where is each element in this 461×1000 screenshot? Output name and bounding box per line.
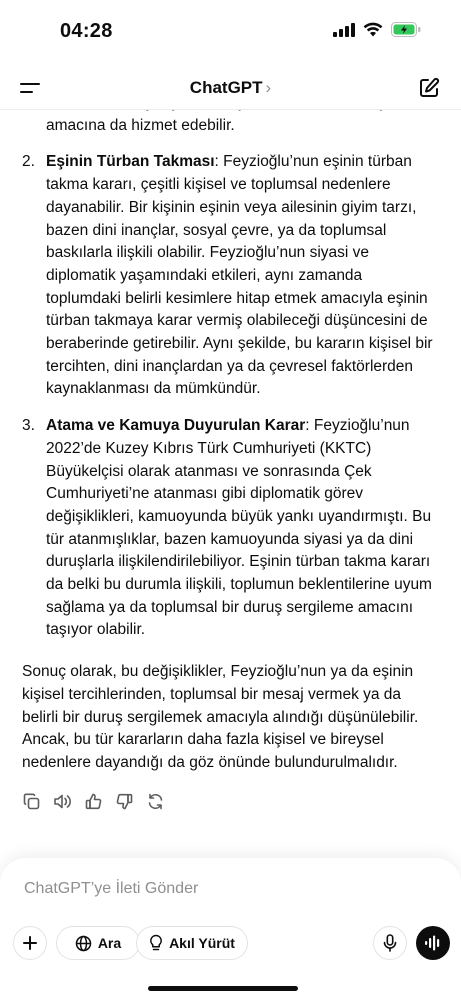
microphone-icon xyxy=(383,934,397,952)
thumbs-up-icon xyxy=(85,793,102,810)
list-text: : Feyzioğlu’nun 2022’de Kuzey Kıbrıs Türk Cumhuriyeti (KKTC) Büyükelçisi olarak atanması ve sonrasında Çek Cumhuriyeti’ne atanması gibi diplomatik görev değişiklikleri, kamuoyunda büyük yankı uyandırmıştı. Bu tür atanmışlıklar, bazen kamuoyunda siyasi ya da dini duruşlarla ilişkilendirilebiliyor. Eşinin türban takma kararı da belki bu durumla ilişkili, toplumun beklentilerine uyum sağlama ya da toplumsal bir duruş sergileme amacını taşıyor olabilir. xyxy=(46,417,432,639)
nav-bar xyxy=(0,66,461,110)
new-chat-button[interactable] xyxy=(417,76,441,100)
list-heading: Atama ve Kamuya Duyurulan Karar xyxy=(46,417,306,435)
globe-icon xyxy=(75,935,92,952)
composer-tools xyxy=(13,926,449,960)
list-number: 2. xyxy=(22,153,35,171)
plus-icon xyxy=(22,935,38,951)
regenerate-button[interactable] xyxy=(146,793,164,811)
battery-charging-icon xyxy=(391,22,421,42)
assistant-message xyxy=(0,92,461,811)
thumbs-down-icon xyxy=(116,793,133,810)
composer xyxy=(0,858,461,1000)
list-number: 3. xyxy=(22,417,35,435)
cellular-signal-icon xyxy=(333,23,355,42)
thumbs-down-button[interactable] xyxy=(115,793,133,811)
regenerate-icon xyxy=(147,793,164,810)
nav-title: ChatGPT xyxy=(189,78,263,97)
reason-label: Akıl Yürüt xyxy=(169,935,235,951)
chevron-right-icon: › xyxy=(265,78,272,97)
copy-button[interactable] xyxy=(22,793,40,811)
read-aloud-button[interactable] xyxy=(53,793,71,811)
thumbs-up-button[interactable] xyxy=(84,793,102,811)
lightbulb-icon xyxy=(149,934,163,952)
attach-button[interactable] xyxy=(13,926,47,960)
reason-button[interactable] xyxy=(136,926,248,960)
voice-mode-button[interactable] xyxy=(416,926,450,960)
read-aloud-icon xyxy=(53,793,71,810)
message-summary: Sonuç olarak, bu değişiklikler, Feyzioğlu’nun ya da eşinin kişisel tercihlerinden, toplumsal bir mesaj vermek ya da belirli bir duruş sergilemek amacıyla alındığı düşünülebilir. Ancak, bu tür kararların daha fazla kişisel ve bireysel nedenlere dayandığı da göz önünde bulundurulmalıdır. xyxy=(22,663,419,771)
compose-icon xyxy=(417,76,441,100)
status-bar xyxy=(0,0,461,62)
list-item xyxy=(0,415,461,642)
wifi-icon xyxy=(363,22,383,42)
list-heading: Eşinin Türban Takması xyxy=(46,153,215,171)
message-input[interactable]: ChatGPT’ye İleti Gönder xyxy=(24,880,199,897)
list-item xyxy=(0,151,461,401)
search-label: Ara xyxy=(97,935,122,951)
list-text: : Feyzioğlu’nun eşinin türban takma kararı, çeşitli kişisel ve toplumsal nedenlere dayanabilir. Bir kişinin eşinin veya ailesinin giyim tarzı, bazen dini inançlar, sosyal çevre, ya da toplumsal baskılarla ilişkili olabilir. Feyzioğlu’nun siyasi ve diplomatik yaşamındaki etkileri, aynı zamanda toplumdaki belirli kesimlere hitap etmek amacıyla eşinin türban takmaya karar vermiş olabileceği düşüncesini de beraberinde getirebilir. Aynı şekilde, bu kararın kişisel bir tercihten, dini inançlardan ya da çevresel faktörlerden kaynaklanması da mümkündür. xyxy=(46,153,433,398)
message-actions xyxy=(0,793,461,811)
copy-icon xyxy=(23,793,40,810)
status-icons xyxy=(333,22,421,42)
chat-content[interactable] xyxy=(0,110,461,848)
voice-waveform-icon xyxy=(424,935,442,951)
home-indicator xyxy=(148,986,298,991)
status-time: 04:28 xyxy=(60,20,113,42)
model-selector[interactable] xyxy=(0,78,461,98)
dictate-button[interactable] xyxy=(373,926,407,960)
message-continuation: amacına da hizmet edebilir. xyxy=(46,116,235,134)
search-button[interactable] xyxy=(56,926,140,960)
